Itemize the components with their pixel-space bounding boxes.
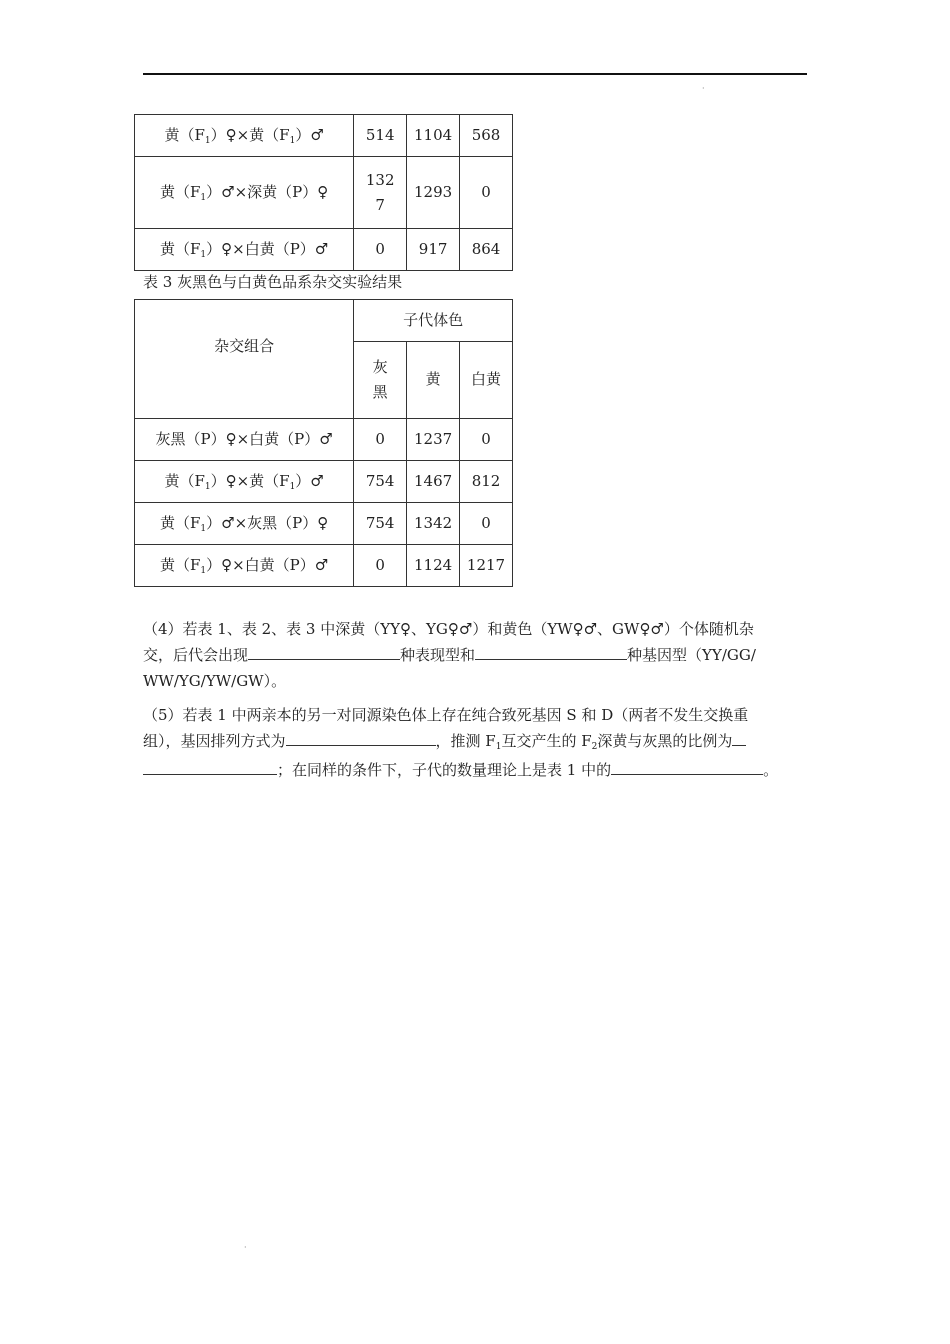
count-value: 132 7 bbox=[365, 170, 395, 214]
count-value: 754 bbox=[365, 472, 395, 491]
cross-combination bbox=[135, 503, 354, 545]
cross-combination bbox=[135, 157, 354, 229]
count-cell bbox=[354, 229, 407, 271]
cross-text: ）♀×白黄（P）♂ bbox=[206, 555, 329, 574]
footer-dot: · bbox=[244, 1243, 247, 1252]
q5-f1-sub: 1 bbox=[495, 742, 502, 752]
cross-combination bbox=[135, 419, 354, 461]
table3-row bbox=[135, 419, 513, 461]
table3-row bbox=[135, 461, 513, 503]
table-top-row bbox=[135, 115, 513, 157]
cross-text: 黄（F bbox=[159, 555, 201, 574]
cross-combination bbox=[135, 461, 354, 503]
q4-blank-phenotypes[interactable] bbox=[248, 643, 400, 660]
subscript: 1 bbox=[200, 249, 207, 260]
count-cell bbox=[354, 157, 407, 229]
count-cell bbox=[407, 503, 460, 545]
subheader-yellow: 黄 bbox=[407, 342, 460, 419]
subscript: 1 bbox=[200, 523, 207, 534]
table3-header-row bbox=[135, 300, 513, 342]
count-value: 0 bbox=[481, 514, 491, 533]
cross-text: ）♂×深黄（P）♀ bbox=[206, 182, 329, 201]
count-cell bbox=[354, 545, 407, 587]
count-cell bbox=[460, 157, 513, 229]
count-value: 0 bbox=[481, 430, 491, 449]
table3-cross-header: 杂交组合 bbox=[135, 300, 354, 419]
count-cell bbox=[460, 419, 513, 461]
cross-text: 灰黑（P）♀×白黄（P）♂ bbox=[155, 429, 333, 448]
cross-combination bbox=[135, 229, 354, 271]
table-top-row bbox=[135, 229, 513, 271]
table3-offspring-header: 子代体色 bbox=[354, 300, 513, 342]
q4-line2c: 种基因型（YY/GG/ bbox=[627, 646, 756, 664]
count-value: 0 bbox=[375, 556, 385, 575]
cross-text: 黄（F bbox=[160, 182, 201, 201]
q5-blank-ratio-a[interactable] bbox=[732, 729, 746, 746]
header-rule bbox=[143, 73, 807, 75]
count-value: 917 bbox=[418, 240, 448, 259]
count-value: 514 bbox=[365, 126, 395, 145]
count-value: 1342 bbox=[413, 514, 453, 533]
q4-line2b: 种表现型和 bbox=[400, 646, 476, 664]
count-cell bbox=[354, 115, 407, 157]
count-value: 1124 bbox=[413, 556, 453, 575]
count-cell bbox=[460, 115, 513, 157]
subscript: 1 bbox=[204, 481, 211, 492]
cross-text: ）♂×灰黑（P）♀ bbox=[206, 513, 329, 532]
cross-text: ）♂ bbox=[295, 125, 324, 144]
count-cell bbox=[354, 503, 407, 545]
count-value: 0 bbox=[375, 240, 385, 259]
cross-combination bbox=[135, 545, 354, 587]
count-cell bbox=[407, 115, 460, 157]
subheader-gray-black: 灰 黑 bbox=[354, 342, 407, 419]
q4-line2a: 交，后代会出现 bbox=[143, 646, 249, 664]
cross-text: 黄（F bbox=[164, 125, 205, 144]
table-top-row bbox=[135, 157, 513, 229]
count-cell bbox=[407, 157, 460, 229]
count-value: 1237 bbox=[413, 430, 453, 449]
q4-line3: WW/YG/YW/GW）。 bbox=[143, 672, 287, 690]
cross-text: ）♀×黄（F bbox=[210, 471, 290, 490]
count-value: 812 bbox=[471, 472, 501, 491]
cross-combination bbox=[135, 115, 354, 157]
q4-blank-genotypes[interactable] bbox=[475, 643, 627, 660]
subscript: 1 bbox=[289, 135, 296, 146]
q5-line3a: ；在同样的条件下，子代的数量理论上是表 1 中的 bbox=[277, 761, 612, 779]
cross-text: 黄（F bbox=[159, 513, 201, 532]
q5-blank-arrangement[interactable] bbox=[286, 729, 436, 746]
count-value: 1217 bbox=[466, 556, 506, 575]
q5-line3b: 。 bbox=[763, 761, 779, 779]
question-5 bbox=[143, 702, 809, 783]
table3-caption: 表 3 灰黑色与白黄色品系杂交实验结果 bbox=[143, 273, 403, 291]
cross-text: ）♀×黄（F bbox=[210, 125, 290, 144]
count-cell bbox=[407, 229, 460, 271]
count-cell bbox=[354, 461, 407, 503]
question-4 bbox=[143, 616, 809, 694]
q5-blank-ratio-b[interactable] bbox=[143, 758, 277, 775]
count-value: 864 bbox=[471, 240, 501, 259]
subscript: 1 bbox=[204, 135, 211, 146]
count-value: 1467 bbox=[413, 472, 453, 491]
q5-f2-sub: 2 bbox=[591, 742, 598, 752]
count-cell bbox=[460, 545, 513, 587]
count-value: 1104 bbox=[414, 126, 453, 145]
count-cell bbox=[407, 545, 460, 587]
count-cell bbox=[354, 419, 407, 461]
cross-text: ）♂ bbox=[295, 471, 324, 490]
count-value: 754 bbox=[365, 514, 395, 533]
cross-text: ）♀×白黄（P）♂ bbox=[206, 239, 329, 258]
count-value: 0 bbox=[375, 430, 385, 449]
subheader-white-yellow: 白黄 bbox=[460, 342, 513, 419]
subscript: 1 bbox=[200, 192, 207, 203]
subscript: 1 bbox=[289, 481, 296, 492]
cross-text: 黄（F bbox=[164, 471, 205, 490]
cross-text: 黄（F bbox=[160, 239, 201, 258]
count-value: 1293 bbox=[414, 183, 453, 202]
count-value: 568 bbox=[471, 126, 501, 145]
table-top bbox=[134, 114, 513, 271]
table3 bbox=[134, 299, 513, 587]
count-cell bbox=[407, 419, 460, 461]
q5-line2c: 互交产生的 F bbox=[501, 732, 592, 750]
count-cell bbox=[460, 229, 513, 271]
count-cell bbox=[460, 461, 513, 503]
q5-blank-quantity[interactable] bbox=[611, 758, 763, 775]
count-value: 0 bbox=[481, 183, 491, 202]
header-dot: · bbox=[702, 84, 705, 93]
q5-line2a: 组），基因排列方式为 bbox=[143, 732, 286, 750]
table3-row bbox=[135, 545, 513, 587]
q5-line2d: 深黄与灰黑的比例为 bbox=[597, 732, 733, 750]
q5-line2b: ，推测 F bbox=[435, 732, 496, 750]
q4-line1: （4）若表 1、表 2、表 3 中深黄（YY♀、YG♀♂）和黄色（YW♀♂、GW♀♂）个体随机杂 bbox=[143, 620, 754, 638]
subscript: 1 bbox=[200, 565, 207, 576]
count-cell bbox=[460, 503, 513, 545]
q5-line1: （5）若表 1 中两亲本的另一对同源染色体上存在纯合致死基因 S 和 D（两者不发生交换重 bbox=[143, 706, 749, 724]
count-cell bbox=[407, 461, 460, 503]
table3-row bbox=[135, 503, 513, 545]
